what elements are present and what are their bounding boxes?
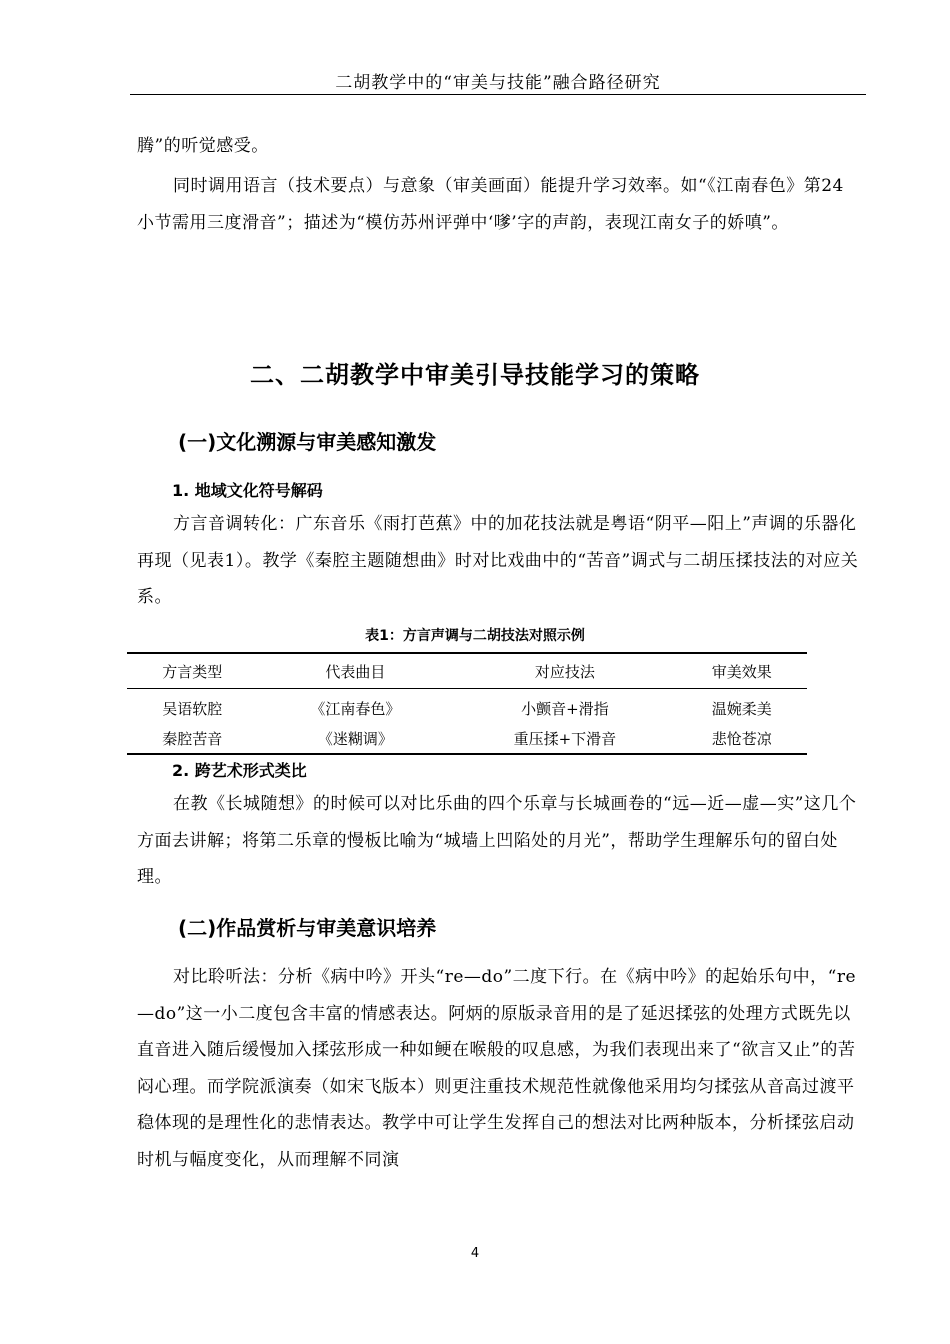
page-number: 4	[470, 1246, 480, 1261]
paragraph-comparative-listening: 对比聆听法：分析《病中吟》开头“re—do”二度下行。在《病中吟》的起始乐句中，“re—do”这一小二度包含丰富的情感表达。阿炳的原版录音用的是了延迟揉弦的处理方式既先以直音进入随后缓慢加入揉弦形成一种如鲠在喉般的叹息感，为我们表现出来了“欲言又止”的苦闷心理。而学院派演奏（如宋飞版本）则更注重技术规范性就像他采用均匀揉弦从音高过渡平稳体现的是理性化的悲情表达。教学中可让学生发挥自己的想法对比两种版本，分析揉弦启动时机与幅度变化，从而理解不同演	[137, 967, 857, 1170]
table-cell: 《迷糊调》	[317, 729, 393, 748]
table-cell: 温婉柔美	[711, 699, 772, 718]
table-cell: 重压揉+下滑音	[513, 729, 617, 748]
item-heading-1: 1. 地域文化符号解码	[172, 481, 323, 500]
paragraph-language-imagery: 同时调用语言（技术要点）与意象（审美画面）能提升学习效率。如“《江南春色》第24小节需用三度滑音”；描述为“模仿苏州评弹中‘嗲’字的声韵，表现江南女子的娇嗔”。	[137, 176, 844, 233]
table-header-cell: 方言类型	[162, 662, 223, 681]
paragraph-dialect-tones: 方言音调转化：广东音乐《雨打芭蕉》中的加花技法就是粤语“阴平—阳上”声调的乐器化再现（见表1）。教学《秦腔主题随想曲》时对比戏曲中的“苦音”调式与二胡压揉技法的对应关系。	[137, 514, 859, 607]
table-row	[127, 689, 807, 724]
table-cell: 悲怆苍凉	[711, 729, 772, 748]
table-header-cell: 代表曲目	[325, 662, 386, 681]
item-heading-2: 2. 跨艺术形式类比	[172, 761, 307, 780]
header-rule	[130, 94, 866, 95]
comparison-table	[127, 652, 807, 755]
table-cell: 秦腔苦音	[162, 729, 223, 748]
table-caption: 表1：方言声调与二胡技法对照示例	[365, 628, 585, 644]
table-cell: 《江南春色》	[310, 699, 401, 718]
table-cell: 吴语软腔	[162, 699, 223, 718]
subsection-heading-1: (一)文化溯源与审美感知激发	[178, 430, 437, 454]
section-heading: 二、二胡教学中审美引导技能学习的策略	[250, 361, 700, 389]
paragraph-art-analogy: 在教《长城随想》的时候可以对比乐曲的四个乐章与长城画卷的“远—近—虚—实”这几个方面去讲解；将第二乐章的慢板比喻为“城墙上凹陷处的月光”，帮助学生理解乐句的留白处理。	[137, 794, 857, 887]
subsection-heading-2: (二)作品赏析与审美意识培养	[178, 916, 437, 940]
table-header-cell: 对应技法	[534, 662, 595, 681]
table-cell: 小颤音+滑指	[521, 699, 609, 718]
table-header-row	[127, 653, 807, 689]
table-header-cell: 审美效果	[711, 662, 772, 681]
paragraph-continuation: 腾”的听觉感受。	[137, 136, 269, 156]
running-header: 二胡教学中的“审美与技能”融合路径研究	[335, 73, 661, 93]
table-row	[127, 723, 807, 754]
